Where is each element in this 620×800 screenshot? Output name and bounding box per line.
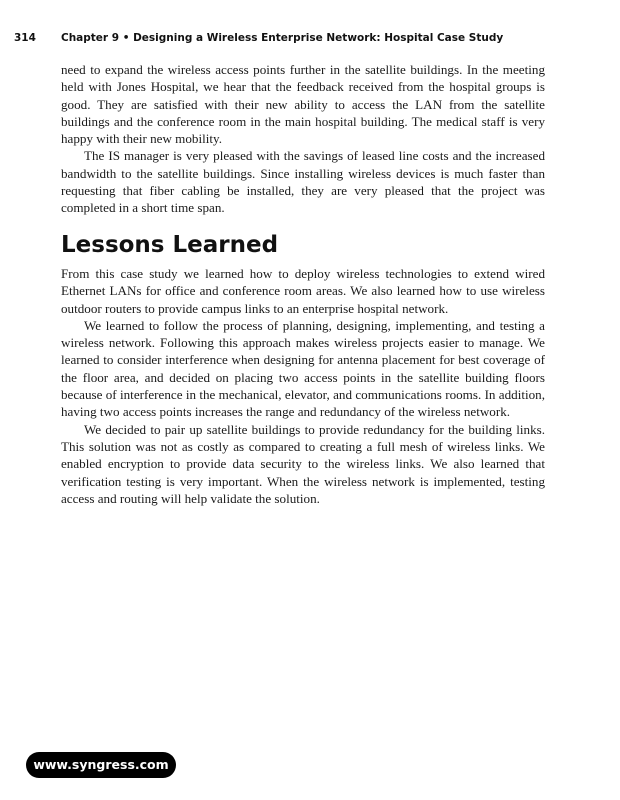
lessons-text-block xyxy=(61,265,545,507)
running-header xyxy=(14,32,604,48)
paragraph: We decided to pair up satellite buildings to provide redundancy for the building links. This solution was not as costly as compared to creating a full mesh of wireless links. We enabled encryption to provide data security to the wireless links. We also learned that verification testing is very important. When the wireless network is implemented, testing access and routing will help validate the solution. xyxy=(61,421,545,506)
page-number: 314 xyxy=(14,32,36,44)
section-heading: Lessons Learned xyxy=(61,232,279,258)
footer-url-badge: www.syngress.com xyxy=(26,752,176,778)
paragraph: From this case study we learned how to deploy wireless technologies to extend wired Ethernet LANs for office and conference room areas. We also learned how to use wireless outdoor routers to provide campus links to an enterprise hospital network. xyxy=(61,266,545,316)
paragraph: need to expand the wireless access points further in the satellite buildings. In the meeting held with Jones Hospital, we hear that the feedback received from the hospital groups is good. They are satisfied with their new ability to access the LAN from the satellite buildings and the conference room in the main hospital building. The medical staff is very happy with their new mobility. xyxy=(61,62,545,147)
intro-text-block xyxy=(61,61,545,217)
running-title: Chapter 9 • Designing a Wireless Enterprise Network: Hospital Case Study xyxy=(61,32,504,44)
paragraph: We learned to follow the process of planning, designing, implementing, and testing a wireless network. Following this approach makes wireless projects easier to manage. We learned to consider interference when designing for antenna placement for best coverage of the floor area, and decided on placing two access points in the satellite building floors because of interference in the mechanical, elevator, and communications rooms. In addition, having two access points increases the range and redundancy of the wireless network. xyxy=(61,317,545,420)
paragraph: The IS manager is very pleased with the savings of leased line costs and the increased bandwidth to the satellite buildings. Since installing wireless devices is much faster than requesting that fiber cabling be installed, they are very pleased that the project was completed in a short time span. xyxy=(61,148,545,216)
